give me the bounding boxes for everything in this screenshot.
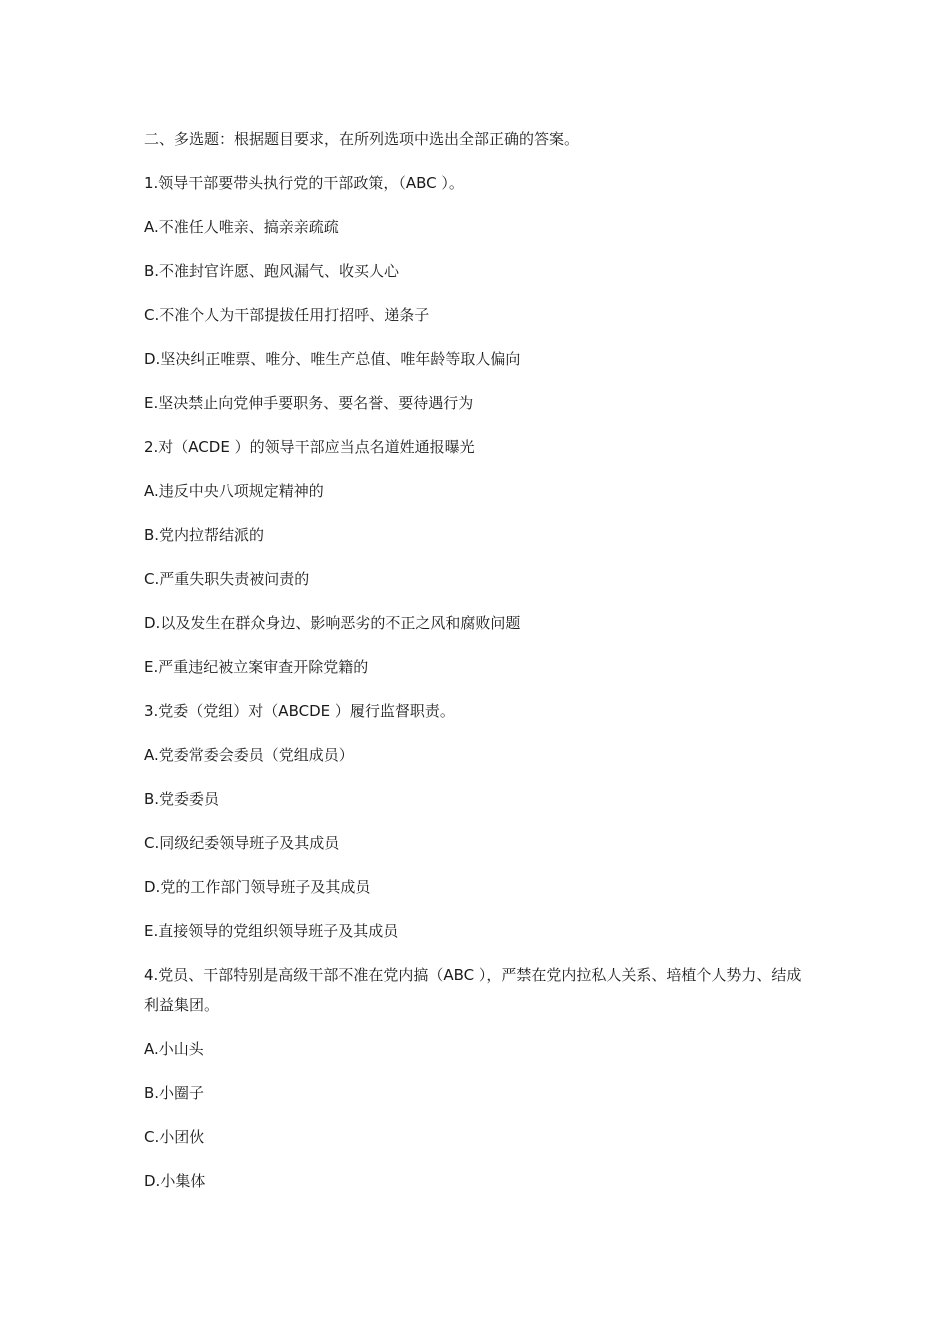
option-b: B.党委委员	[144, 790, 220, 808]
question-stem: 4.党员、干部特别是高级干部不准在党内搞（ABC ），严禁在党内拉私人关系、培植个人势力、结成利益集团。	[144, 966, 802, 1014]
option-e: E.严重违纪被立案审查开除党籍的	[144, 658, 369, 676]
question-stem: 1.领导干部要带头执行党的干部政策，（ABC ）。	[144, 174, 464, 192]
document-body	[144, 124, 814, 1210]
option-d: D.坚决纠正唯票、唯分、唯生产总值、唯年龄等取人偏向	[144, 350, 521, 368]
option-d: D.小集体	[144, 1172, 206, 1190]
option-c: C.严重失职失责被问责的	[144, 570, 310, 588]
section-heading: 二、多选题：根据题目要求，在所列选项中选出全部正确的答案。	[144, 130, 580, 148]
question-1	[144, 168, 814, 418]
option-d: D.以及发生在群众身边、影响恶劣的不正之风和腐败问题	[144, 614, 521, 632]
option-a: A.小山头	[144, 1040, 204, 1058]
option-b: B.党内拉帮结派的	[144, 526, 265, 544]
question-3	[144, 696, 814, 946]
question-stem: 3.党委（党组）对（ABCDE ）履行监督职责。	[144, 702, 455, 720]
option-a: A.违反中央八项规定精神的	[144, 482, 324, 500]
option-b: B.不准封官许愿、跑风漏气、收买人心	[144, 262, 400, 280]
option-c: C.同级纪委领导班子及其成员	[144, 834, 340, 852]
question-stem: 2.对（ACDE ）的领导干部应当点名道姓通报曝光	[144, 438, 475, 456]
option-c: C.不准个人为干部提拔任用打招呼、递条子	[144, 306, 430, 324]
question-2	[144, 432, 814, 682]
option-b: B.小圈子	[144, 1084, 205, 1102]
question-4	[144, 960, 814, 1196]
option-e: E.坚决禁止向党伸手要职务、要名誉、要待遇行为	[144, 394, 474, 412]
option-a: A.党委常委会委员（党组成员）	[144, 746, 354, 764]
option-d: D.党的工作部门领导班子及其成员	[144, 878, 371, 896]
option-a: A.不准任人唯亲、搞亲亲疏疏	[144, 218, 339, 236]
option-e: E.直接领导的党组织领导班子及其成员	[144, 922, 399, 940]
option-c: C.小团伙	[144, 1128, 205, 1146]
